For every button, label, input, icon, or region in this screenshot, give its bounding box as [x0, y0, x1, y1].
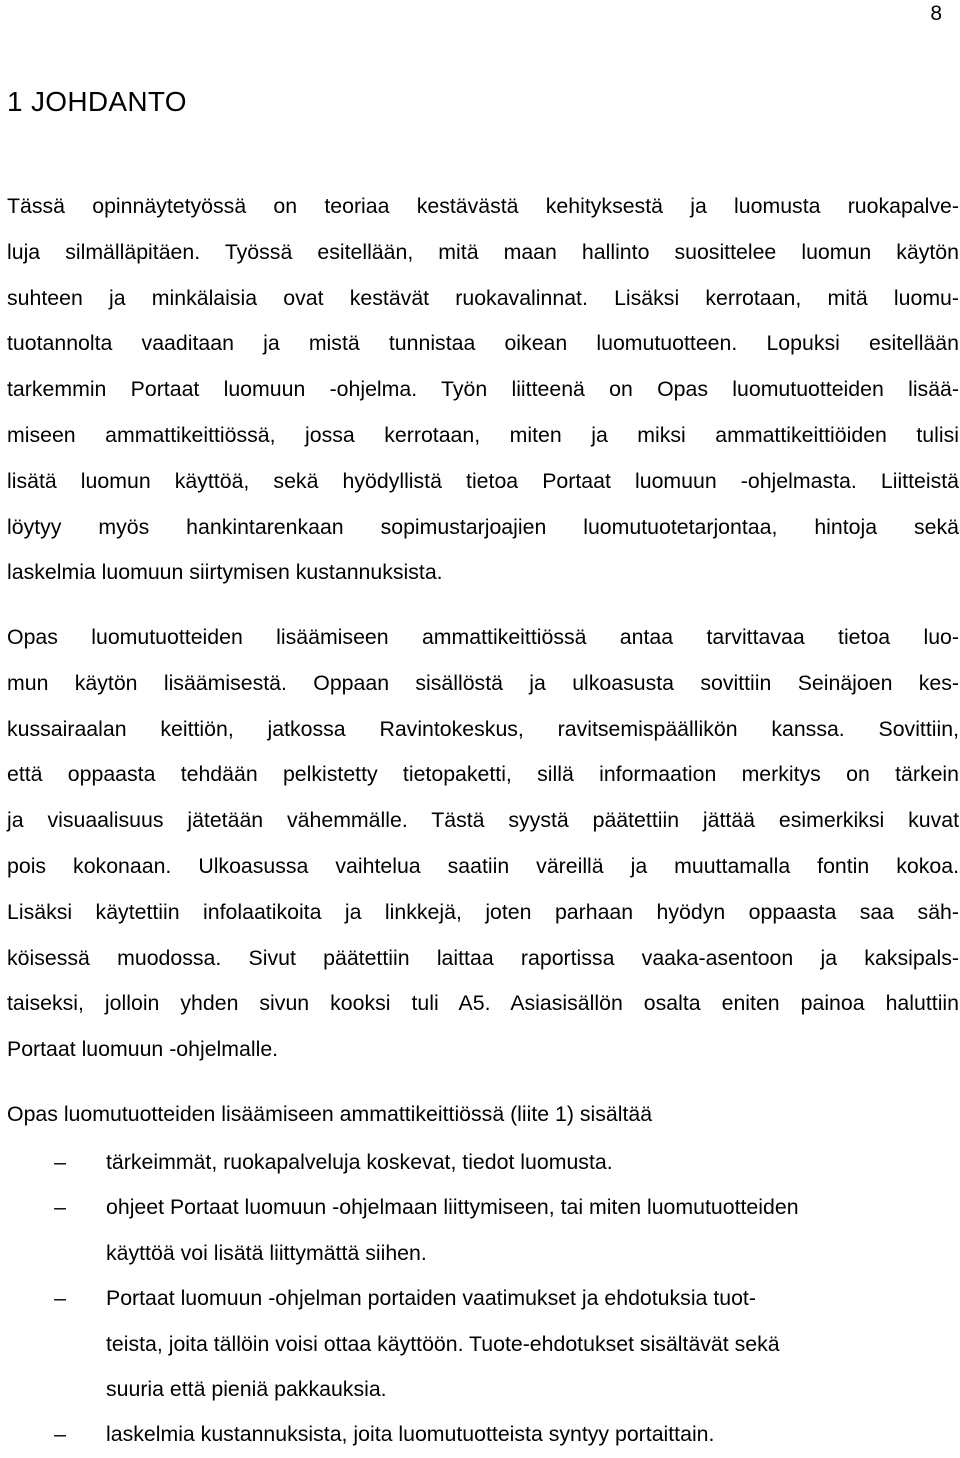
dash-bullet-icon: – — [54, 1195, 66, 1220]
text-line: Lisäksi käytettiin infolaatikoita ja linkkejä, joten parhaan hyödyn oppaasta saa säh- — [7, 899, 959, 924]
text-line: löytyy myös hankintarenkaan sopimustarjoajien luomutuotetarjontaa, hintoja sekä — [7, 514, 959, 539]
list-item-text: teista, joita tällöin voisi ottaa käyttöön. Tuote-ehdotukset sisältävät sekä — [106, 1331, 780, 1356]
text-line: laskelmia luomuun siirtymisen kustannuksista. — [7, 560, 443, 585]
text-line: Portaat luomuun -ohjelmalle. — [7, 1037, 279, 1062]
text-line: ja visuaalisuus jätetään vähemmälle. Tästä syystä päätettiin jättää esimerkiksi kuvat — [7, 808, 959, 833]
list-item — [0, 1276, 960, 1412]
list-item-text: laskelmia kustannuksista, joita luomutuotteista syntyy portaittain. — [106, 1422, 715, 1447]
text-line: luja silmälläpitäen. Työssä esitellään, mitä maan hallinto suosittelee luomun käytön — [7, 239, 959, 264]
text-line: mun käytön lisäämisestä. Oppaan sisällöstä ja ulkoasusta sovittiin Seinäjoen kes- — [7, 670, 959, 695]
text-line: Opas luomutuotteiden lisäämiseen ammattikeittiössä antaa tarvittavaa tietoa luo- — [7, 625, 959, 649]
page-number: 8 — [930, 2, 942, 25]
list-item-text: Portaat luomuun -ohjelman portaiden vaatimukset ja ehdotuksia tuot- — [106, 1286, 756, 1311]
text-line: kussairaalan keittiön, jatkossa Ravintokeskus, ravitsemispäällikön kanssa. Sovittiin, — [7, 716, 959, 741]
text-line: Tässä opinnäytetyössä on teoriaa kestävästä kehityksestä ja luomusta ruokapalve- — [7, 194, 959, 218]
list-item — [0, 1140, 960, 1185]
text-line: miseen ammattikeittiössä, jossa kerrotaan, miten ja miksi ammattikeittiöiden tulisi — [7, 422, 959, 447]
text-line: pois kokonaan. Ulkoasussa vaihtelua saatiin väreillä ja muuttamalla fontin kokoa. — [7, 853, 959, 878]
text-line: köisessä muodossa. Sivut päätettiin laittaa raportissa vaaka-asentoon ja kaksipals- — [7, 945, 959, 970]
paragraph-intro — [7, 184, 959, 596]
text-line: lisätä luomun käyttöä, sekä hyödyllistä tietoa Portaat luomuun -ohjelmasta. Liitteistä — [7, 468, 959, 493]
dash-bullet-icon: – — [54, 1286, 66, 1311]
list-item-text: käyttöä voi lisätä liittymättä siihen. — [106, 1240, 427, 1265]
list-item-text: ohjeet Portaat luomuun -ohjelmaan liittymiseen, tai miten luomutuotteiden — [106, 1195, 799, 1220]
text-line: taiseksi, jolloin yhden sivun kooksi tuli A5. Asiasisällön osalta eniten painoa haluttiin — [7, 991, 959, 1016]
text-line: tarkemmin Portaat luomuun -ohjelma. Työn liitteenä on Opas luomutuotteiden lisää- — [7, 377, 959, 402]
text-line: Opas luomutuotteiden lisäämiseen ammattikeittiössä (liite 1) sisältää — [7, 1102, 653, 1126]
list-item-text: suuria että pieniä pakkauksia. — [106, 1377, 387, 1402]
chapter-heading: 1 JOHDANTO — [7, 86, 187, 117]
list-item — [0, 1412, 960, 1457]
text-line: tuotannolta vaaditaan ja mistä tunnistaa oikean luomutuotteen. Lopuksi esitellään — [7, 331, 959, 356]
paragraph-guide — [7, 615, 959, 1073]
contents-list — [0, 1140, 960, 1458]
list-item — [0, 1185, 960, 1276]
paragraph-list-intro — [7, 1092, 959, 1138]
list-item-text: tärkeimmät, ruokapalveluja koskevat, tiedot luomusta. — [106, 1150, 613, 1174]
text-line: että oppaasta tehdään pelkistetty tietopaketti, sillä informaation merkitys on tärkein — [7, 762, 959, 787]
dash-bullet-icon: – — [54, 1422, 66, 1447]
dash-bullet-icon: – — [54, 1150, 66, 1174]
text-line: suhteen ja minkälaisia ovat kestävät ruokavalinnat. Lisäksi kerrotaan, mitä luomu- — [7, 285, 959, 310]
